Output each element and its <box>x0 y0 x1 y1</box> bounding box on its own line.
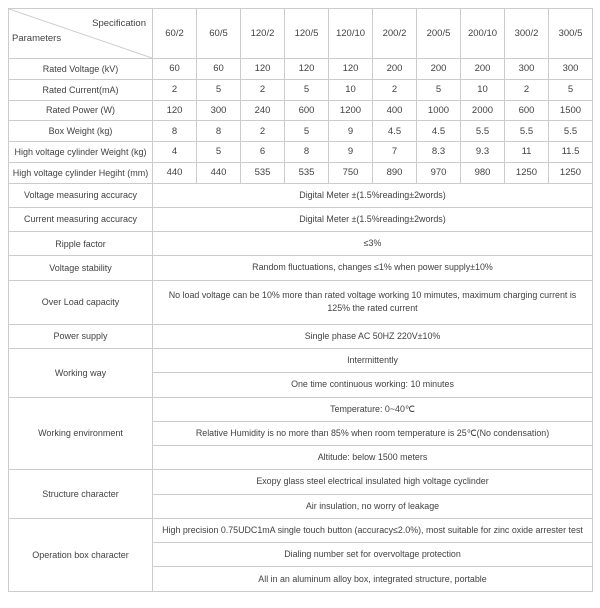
spec-value-cell: 4 <box>153 142 197 163</box>
merged-content-cell: Intermittently <box>153 349 593 373</box>
merged-content-cell: Altitude: below 1500 meters <box>153 446 593 470</box>
column-header: 200/2 <box>373 9 417 59</box>
diagonal-label-specification: Specification <box>92 18 146 29</box>
row-label: High voltage cylinder Hegiht (mm) <box>9 162 153 183</box>
spec-value-cell: 120 <box>241 59 285 80</box>
merged-row <box>9 470 593 494</box>
row-label: Voltage measuring accuracy <box>9 183 153 207</box>
spec-value-cell: 200 <box>373 59 417 80</box>
row-label: Voltage stability <box>9 256 153 280</box>
spec-value-cell: 4.5 <box>417 121 461 142</box>
spec-value-cell: 2000 <box>461 100 505 121</box>
spec-value-cell: 120 <box>329 59 373 80</box>
row-label: High voltage cylinder Weight (kg) <box>9 142 153 163</box>
merged-row <box>9 518 593 542</box>
row-label: Rated Voltage (kV) <box>9 59 153 80</box>
spec-row <box>9 100 593 121</box>
merged-content-cell: All in an aluminum alloy box, integrated structure, portable <box>153 567 593 592</box>
merged-content-cell: Exopy glass steel electrical insulated high voltage cyclinder <box>153 470 593 494</box>
spec-value-cell: 8.3 <box>417 142 461 163</box>
column-header: 120/2 <box>241 9 285 59</box>
row-label: Over Load capacity <box>9 280 153 324</box>
spec-row <box>9 162 593 183</box>
spec-value-cell: 2 <box>505 79 549 100</box>
spec-value-cell: 120 <box>153 100 197 121</box>
spec-value-cell: 300 <box>549 59 593 80</box>
spec-value-cell: 4.5 <box>373 121 417 142</box>
spec-value-cell: 300 <box>505 59 549 80</box>
row-label: Current measuring accuracy <box>9 207 153 231</box>
merged-row <box>9 349 593 373</box>
spec-value-cell: 1200 <box>329 100 373 121</box>
diagonal-header-cell <box>9 9 153 59</box>
column-header: 300/5 <box>549 9 593 59</box>
spec-value-cell: 9 <box>329 121 373 142</box>
spec-value-cell: 600 <box>505 100 549 121</box>
merged-content-cell: Single phase AC 50HZ 220V±10% <box>153 324 593 348</box>
spec-value-cell: 7 <box>373 142 417 163</box>
spec-value-cell: 200 <box>461 59 505 80</box>
spec-value-cell: 970 <box>417 162 461 183</box>
spec-value-cell: 2 <box>241 121 285 142</box>
spec-value-cell: 890 <box>373 162 417 183</box>
spec-value-cell: 240 <box>241 100 285 121</box>
row-label: Working environment <box>9 397 153 470</box>
spec-row <box>9 59 593 80</box>
spec-value-cell: 60 <box>197 59 241 80</box>
spec-value-cell: 440 <box>197 162 241 183</box>
row-label: Ripple factor <box>9 232 153 256</box>
spec-value-cell: 400 <box>373 100 417 121</box>
specification-table <box>8 8 593 592</box>
column-header: 300/2 <box>505 9 549 59</box>
merged-row <box>9 256 593 280</box>
spec-value-cell: 8 <box>197 121 241 142</box>
spec-value-cell: 600 <box>285 100 329 121</box>
spec-value-cell: 2 <box>153 79 197 100</box>
merged-content-cell: Digital Meter ±(1.5%reading±2words) <box>153 207 593 231</box>
spec-value-cell: 5.5 <box>461 121 505 142</box>
merged-content-cell: Dialing number set for overvoltage protection <box>153 543 593 567</box>
spec-value-cell: 2 <box>241 79 285 100</box>
merged-row <box>9 324 593 348</box>
spec-row <box>9 121 593 142</box>
spec-value-cell: 5 <box>197 79 241 100</box>
spec-value-cell: 2 <box>373 79 417 100</box>
row-label: Rated Current(mA) <box>9 79 153 100</box>
merged-row <box>9 207 593 231</box>
spec-value-cell: 9.3 <box>461 142 505 163</box>
merged-content-cell: No load voltage can be 10% more than rated voltage working 10 mimutes, maximum charging current is 125% the rated current <box>153 280 593 324</box>
row-label: Operation box character <box>9 518 153 591</box>
spec-row <box>9 142 593 163</box>
spec-value-cell: 5 <box>417 79 461 100</box>
spec-value-cell: 300 <box>197 100 241 121</box>
merged-content-cell: High precision 0.75UDC1mA single touch button (accuracy≤2.0%), most suitable for zinc oxide arrester test <box>153 518 593 542</box>
spec-value-cell: 440 <box>153 162 197 183</box>
spec-value-cell: 1250 <box>505 162 549 183</box>
spec-value-cell: 1500 <box>549 100 593 121</box>
spec-value-cell: 1000 <box>417 100 461 121</box>
spec-value-cell: 535 <box>285 162 329 183</box>
row-label: Box Weight (kg) <box>9 121 153 142</box>
spec-value-cell: 8 <box>285 142 329 163</box>
column-header: 120/10 <box>329 9 373 59</box>
merged-content-cell: Air insulation, no worry of leakage <box>153 494 593 518</box>
merged-row <box>9 397 593 421</box>
spec-value-cell: 10 <box>329 79 373 100</box>
spec-value-cell: 60 <box>153 59 197 80</box>
spec-row <box>9 79 593 100</box>
merged-row <box>9 232 593 256</box>
merged-row <box>9 183 593 207</box>
spec-value-cell: 9 <box>329 142 373 163</box>
spec-value-cell: 750 <box>329 162 373 183</box>
row-label: Rated Power (W) <box>9 100 153 121</box>
header-row <box>9 9 593 59</box>
spec-value-cell: 5 <box>285 79 329 100</box>
spec-value-cell: 6 <box>241 142 285 163</box>
merged-content-cell: One time continuous working: 10 minutes <box>153 373 593 397</box>
spec-value-cell: 11.5 <box>549 142 593 163</box>
diagonal-label-parameters: Parameters <box>12 33 62 44</box>
column-header: 200/10 <box>461 9 505 59</box>
spec-value-cell: 980 <box>461 162 505 183</box>
merged-content-cell: Temperature: 0~40℃ <box>153 397 593 421</box>
spec-value-cell: 1250 <box>549 162 593 183</box>
column-header: 60/2 <box>153 9 197 59</box>
column-header: 200/5 <box>417 9 461 59</box>
merged-content-cell: Relative Humidity is no more than 85% when room temperature is 25℃(No condensation) <box>153 421 593 445</box>
spec-value-cell: 8 <box>153 121 197 142</box>
spec-value-cell: 5 <box>197 142 241 163</box>
spec-value-cell: 535 <box>241 162 285 183</box>
spec-value-cell: 5.5 <box>549 121 593 142</box>
merged-content-cell: Random fluctuations, changes ≤1% when power supply±10% <box>153 256 593 280</box>
spec-value-cell: 11 <box>505 142 549 163</box>
row-label: Power supply <box>9 324 153 348</box>
merged-row <box>9 280 593 324</box>
merged-content-cell: Digital Meter ±(1.5%reading±2words) <box>153 183 593 207</box>
spec-value-cell: 10 <box>461 79 505 100</box>
merged-content-cell: ≤3% <box>153 232 593 256</box>
spec-value-cell: 5 <box>285 121 329 142</box>
column-header: 120/5 <box>285 9 329 59</box>
row-label: Structure character <box>9 470 153 519</box>
spec-value-cell: 5 <box>549 79 593 100</box>
spec-value-cell: 200 <box>417 59 461 80</box>
spec-value-cell: 120 <box>285 59 329 80</box>
column-header: 60/5 <box>197 9 241 59</box>
spec-value-cell: 5.5 <box>505 121 549 142</box>
row-label: Working way <box>9 349 153 398</box>
